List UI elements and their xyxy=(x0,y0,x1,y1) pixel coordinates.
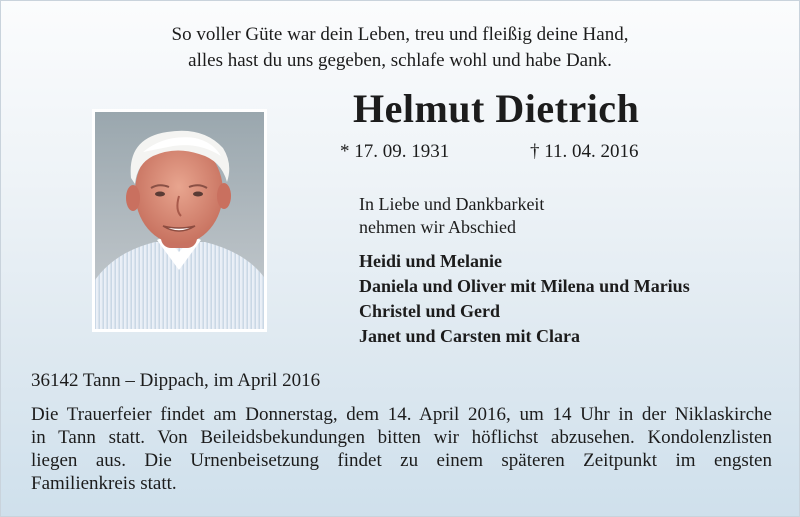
intro-line: nehmen wir Abschied xyxy=(359,217,516,237)
deceased-name: Helmut Dietrich xyxy=(353,86,640,131)
family-member: Daniela und Oliver mit Milena und Marius xyxy=(359,276,690,296)
birth-date: * 17. 09. 1931 xyxy=(340,141,450,162)
family-member: Janet und Carsten mit Clara xyxy=(359,326,580,346)
family-member: Heidi und Melanie xyxy=(359,251,503,271)
funeral-info-line: liegen aus. Die Urnenbeisetzung findet zu einem späteren Zeitpunkt im engsten xyxy=(31,450,772,471)
verse-line: alles hast du uns gegeben, schlafe wohl und habe Dank. xyxy=(188,50,612,71)
family-list xyxy=(359,249,690,349)
death-date: † 11. 04. 2016 xyxy=(530,141,639,162)
funeral-info-line: in Tann statt. Von Beileidsbekundungen bitten wir höflichst abzusehen. Kondolenzlisten xyxy=(31,427,772,448)
family-member: Christel und Gerd xyxy=(359,301,501,321)
funeral-info xyxy=(31,403,772,495)
portrait-photo xyxy=(92,109,267,332)
verse-line: So voller Güte war dein Leben, treu und fleißig deine Hand, xyxy=(171,24,629,45)
portrait-image xyxy=(95,112,264,329)
place-date: 36142 Tann – Dippach, im April 2016 xyxy=(31,370,321,391)
verse xyxy=(1,22,799,74)
funeral-info-line: Familienkreis statt. xyxy=(31,473,177,494)
intro-line: In Liebe und Dankbarkeit xyxy=(359,194,545,214)
funeral-info-line: Die Trauerfeier findet am Donnerstag, dem 14. April 2016, um 14 Uhr in der Niklaskirche xyxy=(31,404,772,425)
intro-text xyxy=(359,193,544,239)
